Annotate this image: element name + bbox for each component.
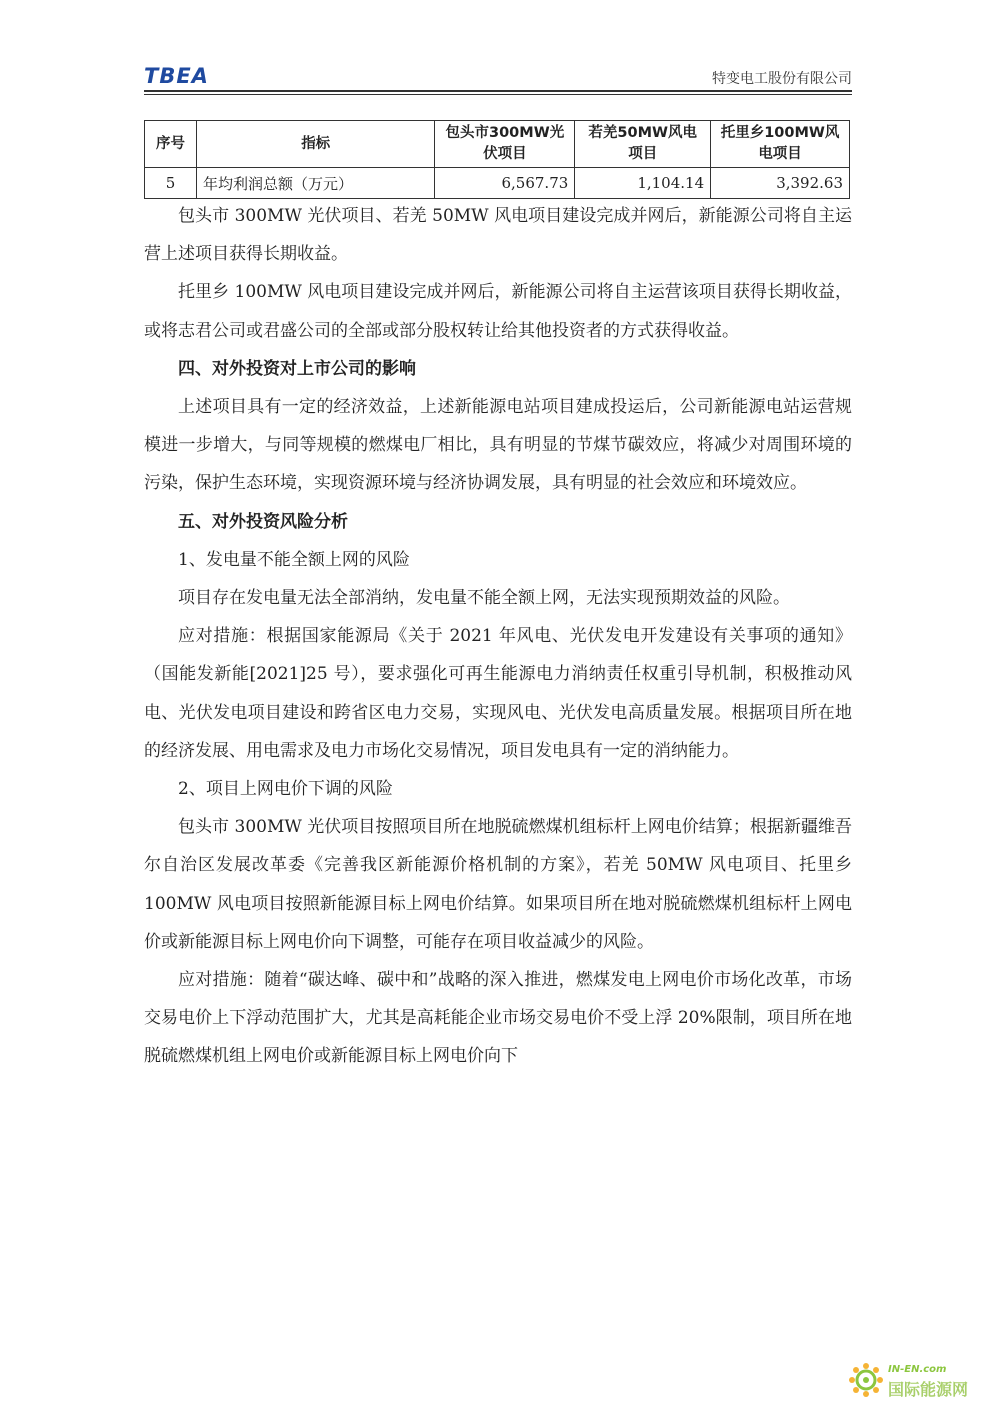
sunflower-icon (848, 1362, 884, 1398)
paragraph: 项目存在发电量无法全部消纳，发电量不能全额上网，无法实现预期效益的风险。 (178, 588, 790, 609)
col-header-ruoqiang: 若羌50MW风电项目 (575, 121, 711, 168)
profit-table (144, 120, 850, 199)
header-rule-thin (144, 94, 852, 95)
paragraph: 包头市 300MW 光伏项目、若羌 50MW 风电项目建设完成并网后，新能源公司将自主运营上述项目获得长期收益。 (144, 206, 853, 265)
col-header-baotou: 包头市300MW光伏项目 (435, 121, 575, 168)
paragraph: 上述项目具有一定的经济效益，上述新能源电站项目建成投运后，公司新能源电站运营规模进一步增大，与同等规模的燃煤电厂相比，具有明显的节煤节碳效应，将减少对周围环境的污染，保护生态环境，实现资源环境与经济协调发展，具有明显的社会效应和环境效应。 (144, 397, 852, 494)
col-header-metric: 指标 (196, 121, 435, 168)
col-header-index: 序号 (145, 121, 197, 168)
body-text (144, 197, 852, 1076)
tbea-logo: TBEA (144, 64, 209, 88)
subheading: 1、发电量不能全额上网的风险 (178, 549, 410, 570)
paragraph: 应对措施：随着“碳达峰、碳中和”战略的深入推进，燃煤发电上网电价市场化改革，市场交易电价上下浮动范围扩大，尤其是高耗能企业市场交易电价不受上浮 20%限制，项目所在地脱硫燃煤机组上网电价或新能源目标上网电价向下 (144, 970, 852, 1067)
subheading: 2、项目上网电价下调的风险 (178, 779, 393, 800)
watermark (846, 1358, 986, 1402)
paragraph: 应对措施：根据国家能源局《关于 2021 年风电、光伏发电开发建设有关事项的通知》（国能发新能[2021]25 号），要求强化可再生能源电力消纳责任权重引导机制，积极推动风电、光伏发电项目建设和跨省区电力交易，实现风电、光伏发电高质量发展。根据项目所在地的经济发展、用电需求及电力市场化交易情况，项目发电具有一定的消纳能力。 (144, 626, 852, 761)
cell-baotou: 6,567.73 (435, 168, 575, 199)
company-name: 特变电工股份有限公司 (712, 71, 852, 87)
cell-metric: 年均利润总额（万元） (196, 168, 435, 199)
cell-index: 5 (145, 168, 197, 199)
watermark-brand: 国际能源网 (888, 1380, 969, 1399)
header-rule (144, 90, 852, 92)
cell-ruoqiang: 1,104.14 (575, 168, 711, 199)
table-row (145, 168, 850, 199)
table-header-row (145, 121, 850, 168)
watermark-domain: IN-EN.com (888, 1364, 947, 1375)
paragraph: 托里乡 100MW 风电项目建设完成并网后，新能源公司将自主运营该项目获得长期收益，或将志君公司或君盛公司的全部或部分股权转让给其他投资者的方式获得收益。 (144, 282, 852, 341)
col-header-tuoli: 托里乡100MW风电项目 (711, 121, 850, 168)
cell-tuoli: 3,392.63 (711, 168, 850, 199)
section-heading: 四、对外投资对上市公司的影响 (178, 358, 416, 379)
section-heading: 五、对外投资风险分析 (178, 511, 348, 532)
paragraph: 包头市 300MW 光伏项目按照项目所在地脱硫燃煤机组标杆上网电价结算；根据新疆维吾尔自治区发展改革委《完善我区新能源价格机制的方案》，若羌 50MW 风电项目、托里乡 100MW 风电项目按照新能源目标上网电价结算。如果项目所在地对脱硫燃煤机组标杆上网电价或新能源目标上网电价向下调整，可能存在项目收益减少的风险。 (144, 817, 852, 952)
page-header (144, 64, 852, 92)
